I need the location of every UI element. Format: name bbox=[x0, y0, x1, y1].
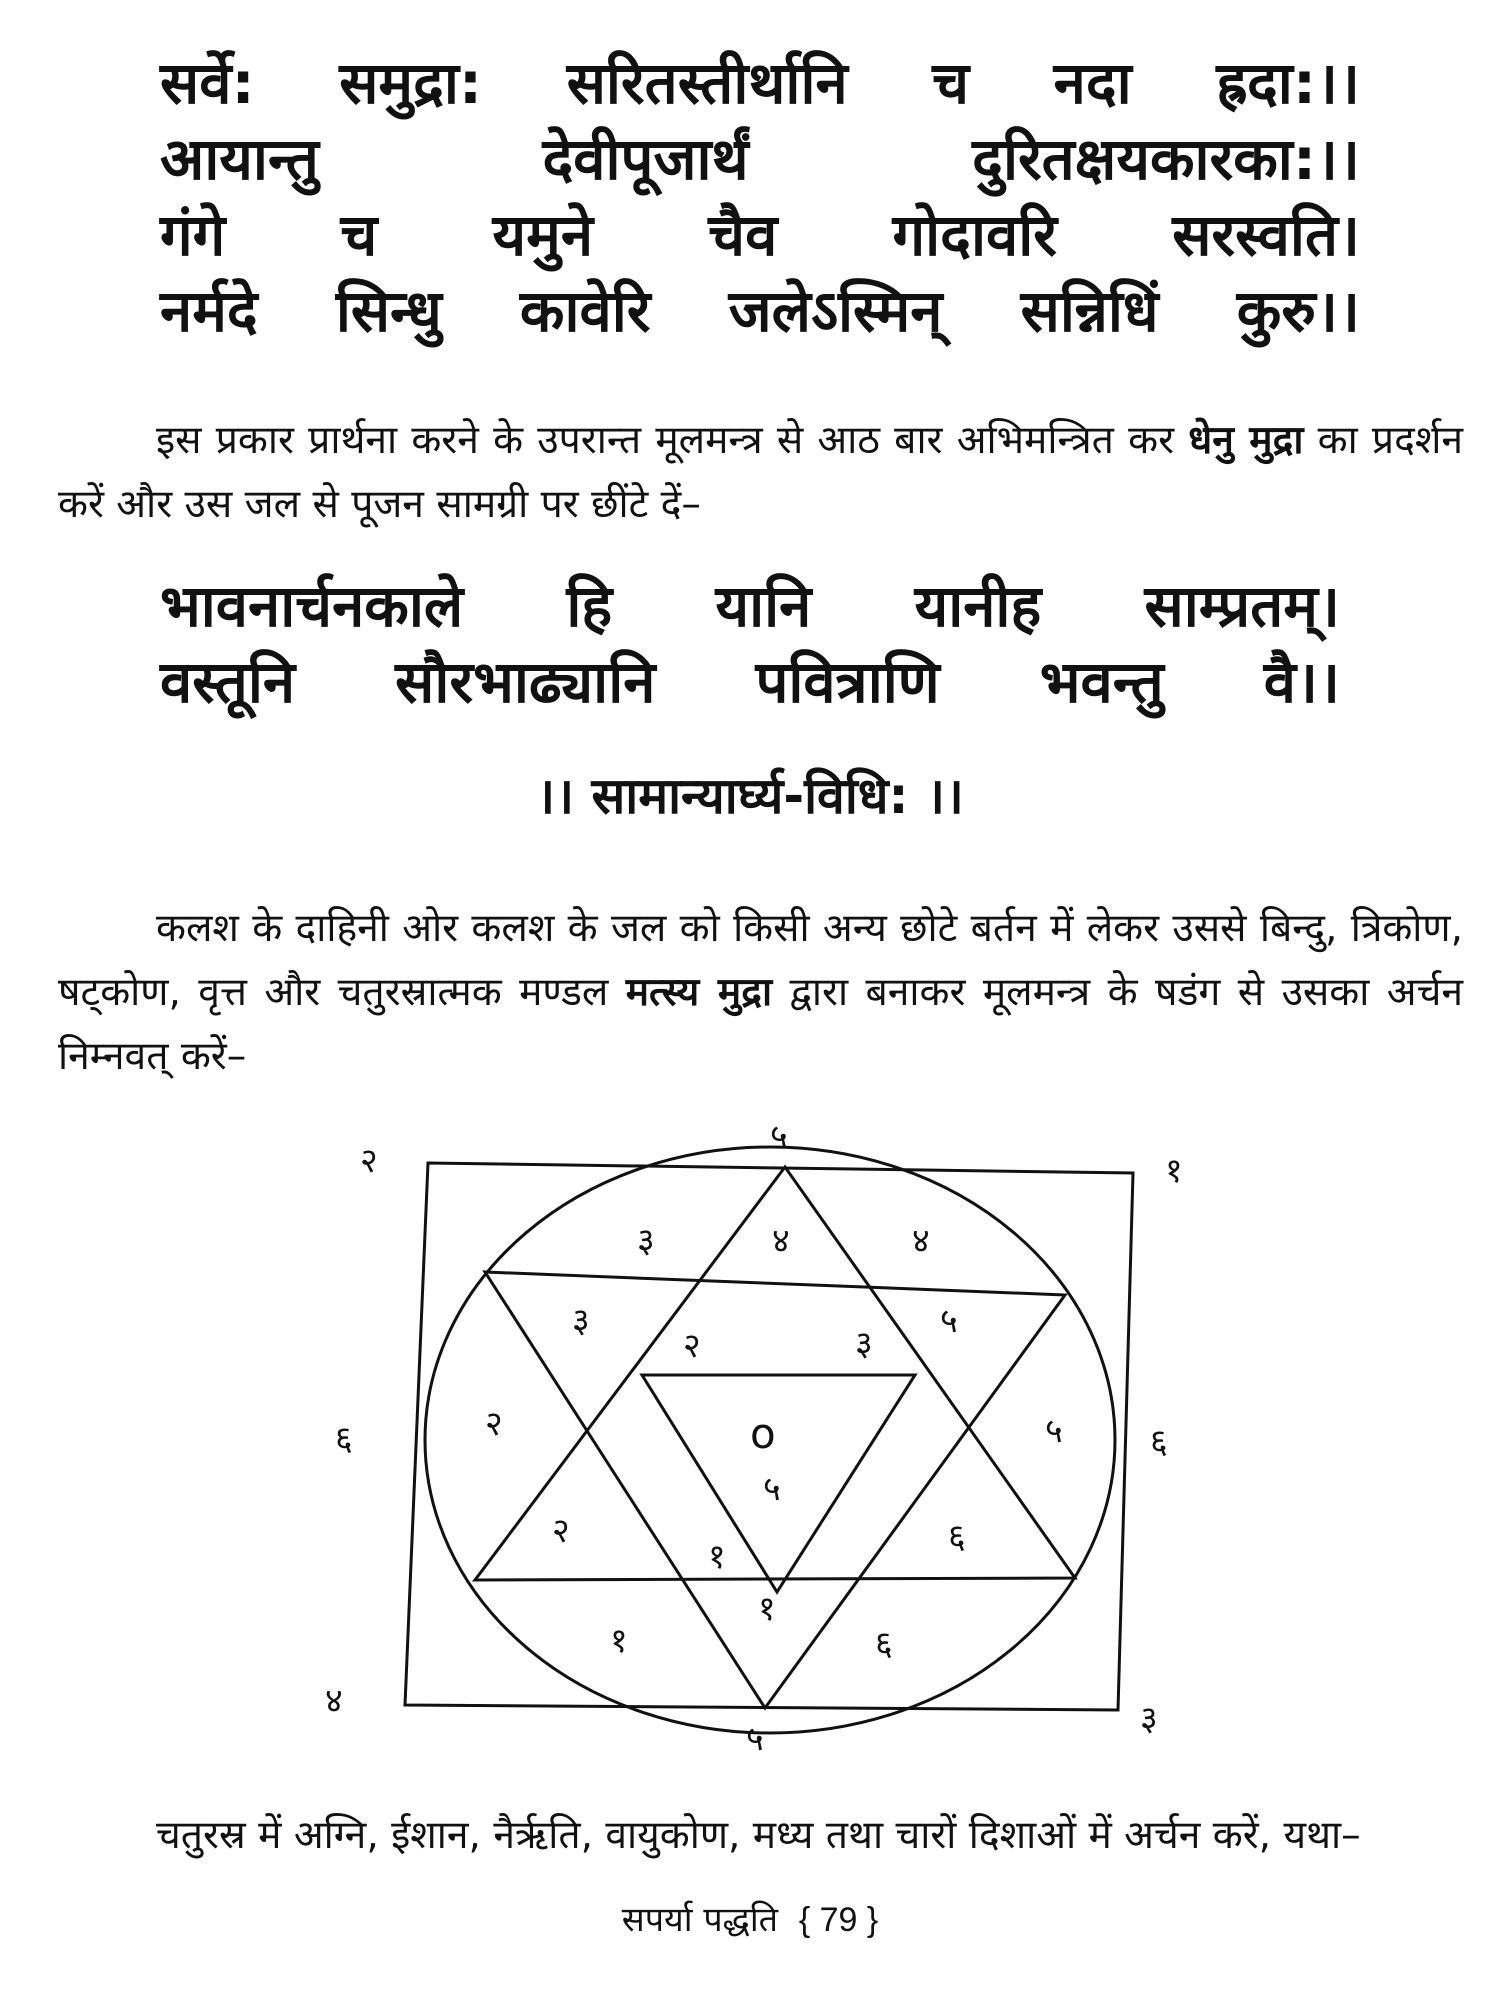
yantra-label: ५ bbox=[940, 1301, 958, 1341]
verse-word: दुरितक्षयकारका:।। bbox=[972, 125, 1360, 193]
verse-word: सर्वे: bbox=[160, 49, 255, 117]
yantra-label: १ bbox=[610, 1621, 628, 1661]
yantra-label: २ bbox=[360, 1141, 378, 1181]
page-number: { 79 } bbox=[798, 1901, 879, 1939]
verse-word: ह्रदा:।। bbox=[1216, 49, 1360, 117]
mudra-term: मत्स्य मुद्रा bbox=[625, 970, 773, 1015]
yantra-label: २ bbox=[683, 1326, 701, 1366]
verse-word: च bbox=[340, 201, 378, 269]
verse-word: कुरु।। bbox=[1236, 277, 1360, 345]
verse-word: च bbox=[932, 49, 970, 117]
yantra-label: ५ bbox=[1045, 1411, 1063, 1451]
page-footer bbox=[0, 1895, 1500, 1941]
verse-word: सौरभाढ्यानि bbox=[395, 648, 656, 716]
yantra-label: १ bbox=[758, 1589, 776, 1629]
yantra-label: ४ bbox=[912, 1221, 930, 1261]
yantra-label: ३ bbox=[855, 1324, 873, 1364]
paragraph-text: चतुरस्र में अग्नि, ईशान, नैर्ऋति, वायुकोण, मध्य तथा चारों दिशाओं में अर्चन करें, यथा– bbox=[156, 1813, 1361, 1858]
verse-word: गंगे bbox=[160, 201, 226, 269]
verse-word: यानि bbox=[715, 572, 812, 640]
yantra-label: ५ bbox=[763, 1469, 781, 1509]
yantra-label: ५ bbox=[770, 1117, 788, 1157]
yantra-label: ३ bbox=[1140, 1699, 1158, 1739]
paragraph-text: कलश के दाहिनी ओर कलश के जल को किसी अन्य छोटे बर्तन में लेकर उससे बिन्दु, त्रिकोण, षट्कोण, वृत्त और चतुरस्रात्मक मण्डल bbox=[58, 906, 1463, 1015]
verse-word: भावनार्चनकाले bbox=[160, 572, 464, 640]
paragraph-text: द्वारा बनाकर मूलमन्त्र के षडंग से उसका अर्चन निम्नवत् करें– bbox=[58, 970, 1463, 1079]
yantra-label: ४ bbox=[772, 1221, 790, 1261]
verse-word: कावेरि bbox=[519, 277, 651, 345]
mudra-term: धेनु मुद्रा bbox=[1188, 418, 1304, 463]
verse-word: यमुने bbox=[492, 201, 594, 269]
verse-word: यानीह bbox=[914, 572, 1042, 640]
verse-word: नदा bbox=[1053, 49, 1132, 117]
yantra-label: ३ bbox=[637, 1221, 655, 1261]
yantra-label: ६ bbox=[335, 1419, 353, 1459]
verse-word: आयान्तु bbox=[160, 125, 319, 193]
verse-word: चैव bbox=[708, 201, 778, 269]
bindu-symbol: ο bbox=[750, 1409, 776, 1458]
verse-word: वै।। bbox=[1263, 648, 1340, 716]
verse-word: पवित्राणि bbox=[755, 648, 940, 716]
verse-word: सिन्धु bbox=[335, 277, 442, 345]
yantra-label: १ bbox=[1165, 1151, 1183, 1191]
verse-word: साम्प्रतम्। bbox=[1144, 572, 1340, 640]
section-heading: ।। सामान्यार्घ्य-विधि: ।। bbox=[536, 767, 964, 825]
paragraph-text: इस प्रकार प्रार्थना करने के उपरान्त मूलमन्त्र से आठ बार अभिमन्त्रित कर bbox=[156, 418, 1189, 463]
yantra-label: ३ bbox=[572, 1301, 590, 1341]
yantra-label: १ bbox=[708, 1537, 726, 1577]
yantra-label: ६ bbox=[1150, 1422, 1168, 1462]
yantra-label: ६ bbox=[948, 1517, 966, 1557]
verse-word: गोदावरि bbox=[892, 201, 1057, 269]
verse-word: देवीपूजार्थं bbox=[542, 125, 749, 193]
yantra-label: ५ bbox=[746, 1719, 764, 1759]
verse-word: जलेऽस्मिन् bbox=[728, 277, 943, 345]
verse-word: वस्तूनि bbox=[160, 648, 296, 716]
verse-word: सन्निधिं bbox=[1020, 277, 1159, 345]
verse-word: भवन्तु bbox=[1039, 648, 1164, 716]
verse-word: सरस्वति। bbox=[1172, 201, 1360, 269]
verse-word: हि bbox=[566, 572, 613, 640]
yantra-label: २ bbox=[485, 1404, 503, 1444]
paragraph-square-worship bbox=[58, 1804, 1463, 1868]
yantra-label: ६ bbox=[875, 1624, 893, 1664]
verse-word: समुद्रा: bbox=[339, 49, 483, 117]
verse-word: सरितस्तीर्थानि bbox=[566, 49, 848, 117]
paragraph-text: का प्रदर्शन करें और उस जल से पूजन सामग्री पर छींटे दें– bbox=[58, 418, 1463, 527]
verse-word: नर्मदे bbox=[160, 277, 258, 345]
book-title: सपर्या पद्धति bbox=[621, 1900, 779, 1940]
yantra-label: २ bbox=[552, 1511, 570, 1551]
yantra-label: ४ bbox=[325, 1681, 343, 1721]
